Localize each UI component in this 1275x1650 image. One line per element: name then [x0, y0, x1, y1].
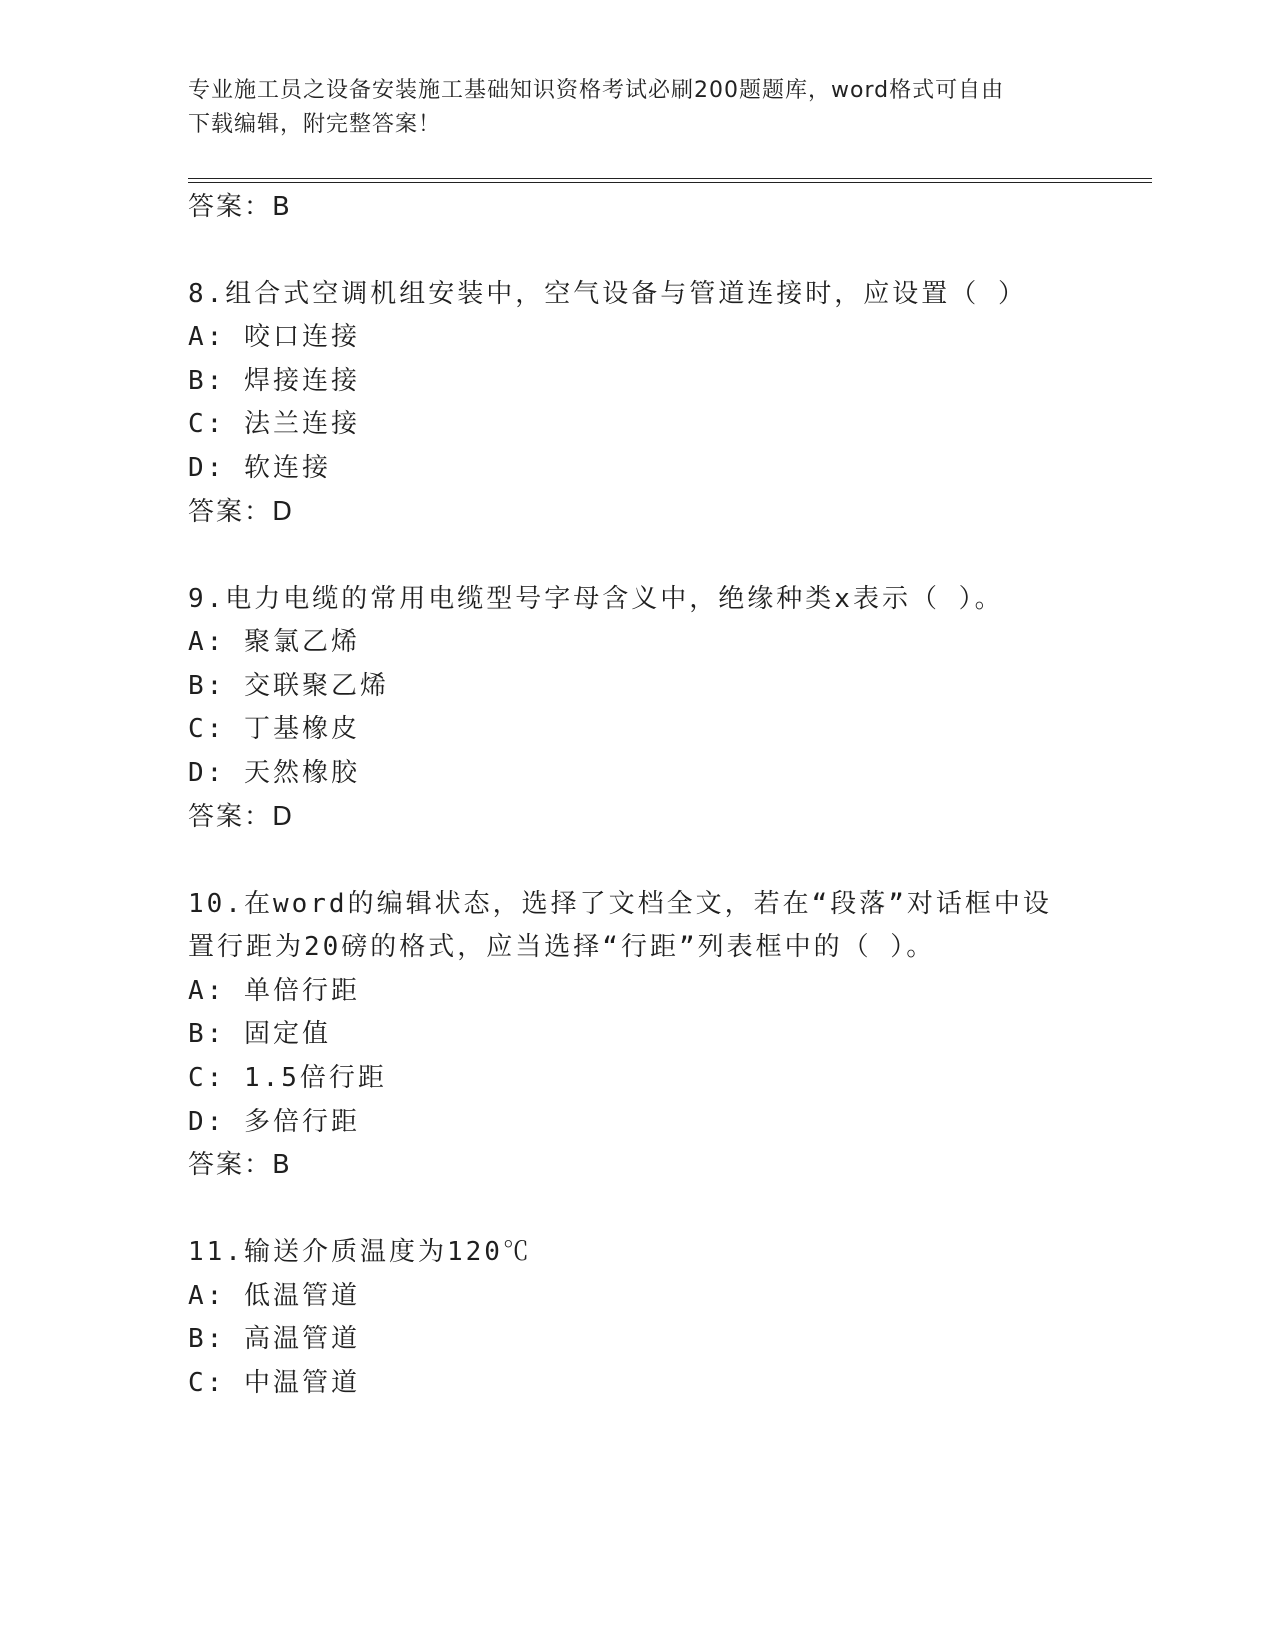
question-11-text: 11.输送介质温度为120℃: [188, 1237, 532, 1267]
question-10-text-line-1: 10.在word的编辑状态，选择了文档全文，若在“段落”对话框中设: [188, 889, 1052, 919]
question-11-option-a: A: 低温管道: [188, 1281, 360, 1311]
question-11-option-c: C: 中温管道: [188, 1368, 360, 1398]
answer-q10: 答案：B: [188, 1150, 292, 1180]
question-10-option-c: C: 1.5倍行距: [188, 1063, 387, 1093]
answer-q9: 答案：D: [188, 802, 295, 832]
question-11-option-b: B: 高温管道: [188, 1324, 360, 1354]
header-rule-bottom: [188, 182, 1152, 183]
header-line-2: 下载编辑，附完整答案！: [188, 112, 442, 137]
question-9-option-a: A: 聚氯乙烯: [188, 627, 360, 657]
question-8-option-a: A: 咬口连接: [188, 322, 360, 352]
question-9-text: 9.电力电缆的常用电缆型号字母含义中，绝缘种类x表示（ ）。: [188, 584, 1004, 614]
question-8-option-d: D: 软连接: [188, 453, 331, 483]
document-header: [188, 74, 1068, 142]
question-10-option-d: D: 多倍行距: [188, 1107, 360, 1137]
question-9-option-b: B: 交联聚乙烯: [188, 671, 389, 701]
question-8-text: 8.组合式空调机组安装中，空气设备与管道连接时，应设置（ ）: [188, 279, 1027, 309]
header-line-1: 专业施工员之设备安装施工基础知识资格考试必刷200题题库，word格式可自由: [188, 78, 1005, 103]
question-9-option-c: C: 丁基橡皮: [188, 714, 360, 744]
question-10-text-line-2: 置行距为20磅的格式，应当选择“行距”列表框中的（ ）。: [188, 932, 936, 962]
question-8-option-b: B: 焊接连接: [188, 366, 360, 396]
header-rule-top: [188, 178, 1152, 179]
answer-q8: 答案：D: [188, 497, 295, 527]
question-10-option-a: A: 单倍行距: [188, 976, 360, 1006]
question-10-option-b: B: 固定值: [188, 1019, 331, 1049]
question-9-option-d: D: 天然橡胶: [188, 758, 360, 788]
question-8-option-c: C: 法兰连接: [188, 409, 360, 439]
answer-q7: 答案：B: [188, 192, 292, 222]
